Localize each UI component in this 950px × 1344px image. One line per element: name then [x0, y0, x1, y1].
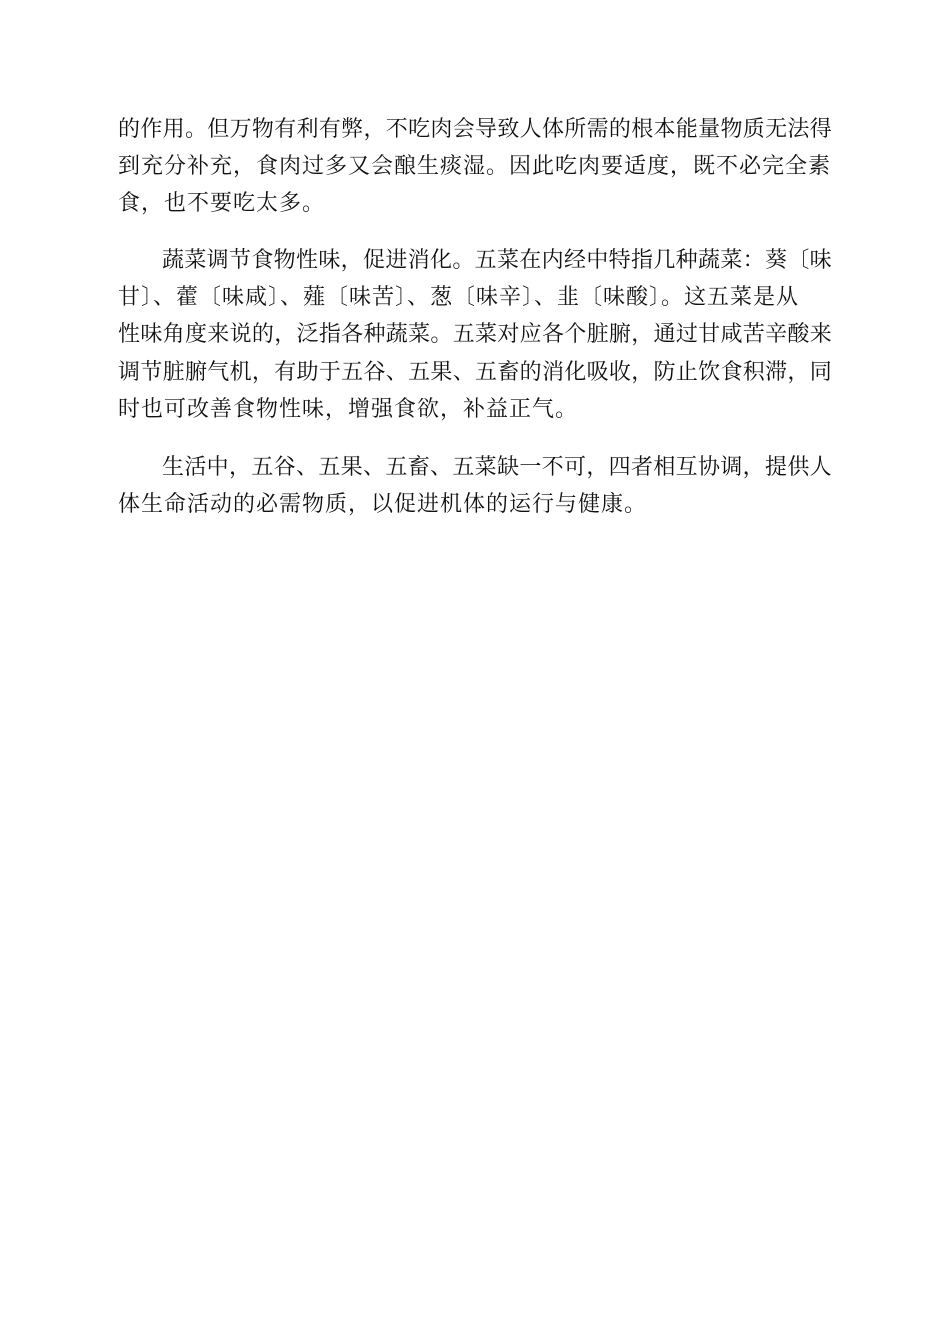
paragraph-1-line-1: 的作用。但万物有利有弊，不吃肉会导致人体所需的根本能量物质无法得 [118, 117, 833, 142]
paragraph-1-line-3: 食，也不要吃太多。 [118, 191, 326, 216]
paragraph-3-line-2: 体生命活动的必需物质，以促进机体的运行与健康。 [118, 492, 648, 517]
paragraph-2-line-1: 蔬菜调节食物性味，促进消化。五菜在内经中特指几种蔬菜：葵〔味 [162, 248, 833, 273]
paragraph-2-line-4: 调节脏腑气机，有助于五谷、五果、五畜的消化吸收，防止饮食积滞，同 [118, 360, 833, 385]
paragraph-2-line-3: 性味角度来说的，泛指各种蔬菜。五菜对应各个脏腑，通过甘咸苦辛酸来 [118, 322, 833, 347]
paragraph-3-line-1: 生活中，五谷、五果、五畜、五菜缺一不可，四者相互协调，提供人 [162, 455, 833, 480]
paragraph-2-line-2: 甘〕、藿〔味咸〕、薤〔味苦〕、葱〔味辛〕、韭〔味酸〕。这五菜是从 [118, 285, 800, 310]
paragraph-2-line-5: 时也可改善食物性味，增强食欲，补益正气。 [118, 397, 579, 422]
paragraph-1-line-2: 到充分补充，食肉过多又会酿生痰湿。因此吃肉要适度，既不必完全素 [118, 154, 832, 179]
